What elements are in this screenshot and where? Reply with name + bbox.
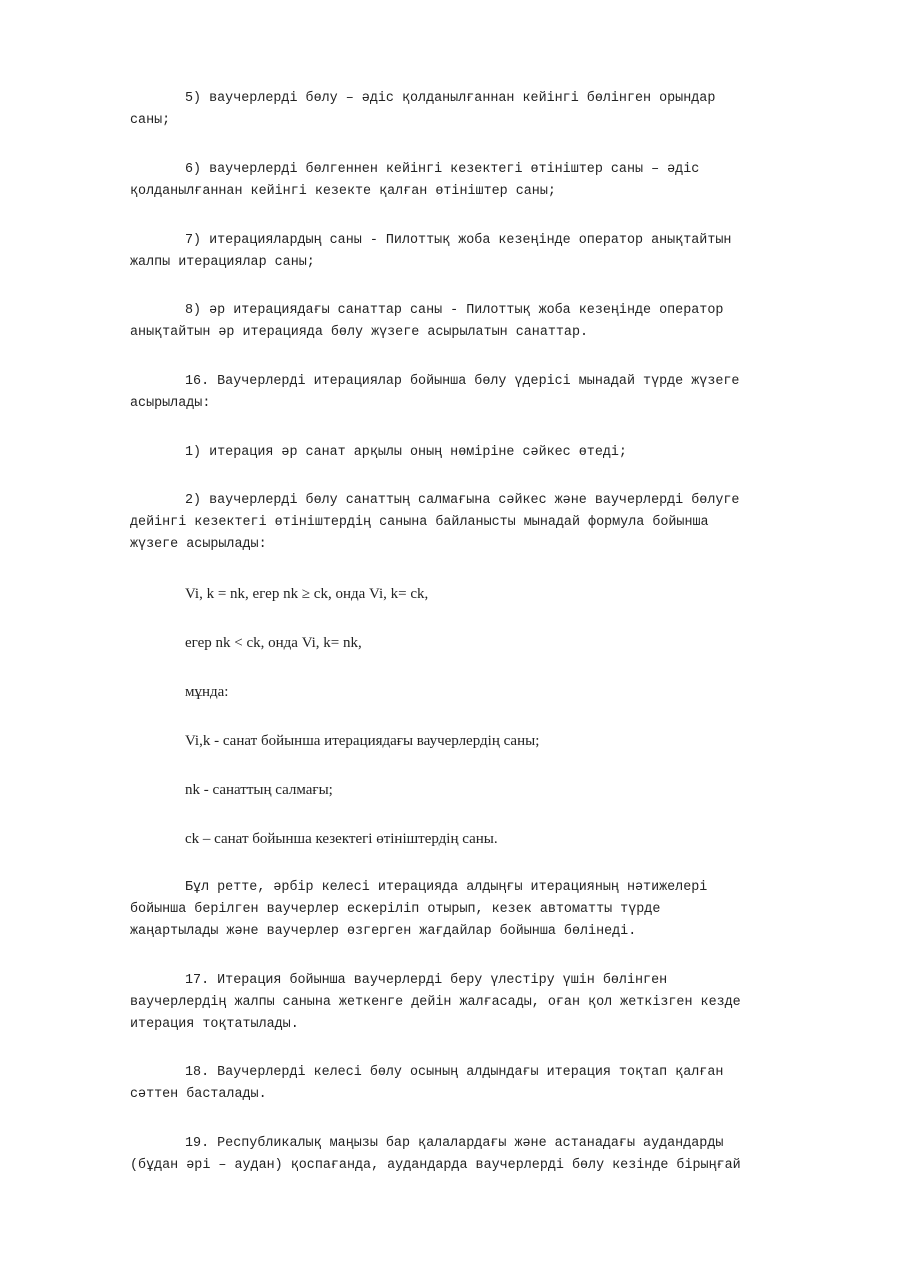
paragraph-item-6: 6) ваучерлерді бөлгеннен кейінгі кезектегі өтініштер саны – әдіс қолданылғаннан кейінгі кезекте қалған өтініштер саны; xyxy=(130,162,700,199)
formula-definition-v: Vi,k - санат бойынша итерациядағы ваучерлердің саны; xyxy=(185,733,540,749)
paragraph-clause-18: 18. Ваучерлерді келесі бөлу осының алдындағы итерация тоқтап қалған сәттен басталады. xyxy=(130,1065,724,1102)
formula-line-1: Vi, k = nk, егер nk ≥ ck, онда Vi, k= ck, xyxy=(185,586,429,602)
paragraph-subitem-2: 2) ваучерлерді бөлу санаттың салмағына сәйкес және ваучерлерді бөлуге дейінгі кезектегі өтініштердің санына байланысты мынадай формула бойынша жүзеге асырылады: xyxy=(130,493,740,552)
paragraph-note: Бұл ретте, әрбір келесі итерацияда алдыңғы итерацияның нәтижелері бойынша берілген ваучерлер ескеріліп отырып, кезек автоматты түрде жаңартылады және ваучерлер өзгерген жағдайлар бойынша бөлінеді. xyxy=(130,880,708,939)
paragraph-clause-19: 19. Республикалық маңызы бар қалалардағы және астанадағы аудандарды (бұдан әрі – аудан) қоспағанда, аудандарда ваучерлерді бөлу кезінде бірыңғай xyxy=(130,1136,741,1173)
paragraph-subitem-1: 1) итерация әр санат арқылы оның нөміріне сәйкес өтеді; xyxy=(185,445,627,460)
formula-definition-c: ck – санат бойынша кезектегі өтініштердің саны. xyxy=(185,831,498,847)
paragraph-clause-16: 16. Ваучерлерді итерациялар бойынша бөлу үдерісі мынадай түрде жүзеге асырылады: xyxy=(130,374,740,411)
paragraph-item-8: 8) әр итерациядағы санаттар саны - Пилоттық жоба кезеңінде оператор анықтайтын әр итерацияда бөлу жүзеге асырылатын санаттар. xyxy=(130,303,724,340)
formula-line-2: егер nk < ck, онда Vi, k= nk, xyxy=(185,635,362,651)
formula-where-label: мұнда: xyxy=(185,684,229,700)
formula-definition-n: nk - санаттың салмағы; xyxy=(185,782,333,798)
paragraph-item-7: 7) итерациялардың саны - Пилоттық жоба кезеңінде оператор анықтайтын жалпы итерациялар саны; xyxy=(130,233,732,270)
paragraph-clause-17: 17. Итерация бойынша ваучерлерді беру үлестіру үшін бөлінген ваучерлердің жалпы санына жеткенге дейін жалғасады, оған қол жеткізген кезде итерация тоқтатылады. xyxy=(130,973,741,1032)
paragraph-item-5: 5) ваучерлерді бөлу – әдіс қолданылғаннан кейінгі бөлінген орындар саны; xyxy=(130,91,716,128)
